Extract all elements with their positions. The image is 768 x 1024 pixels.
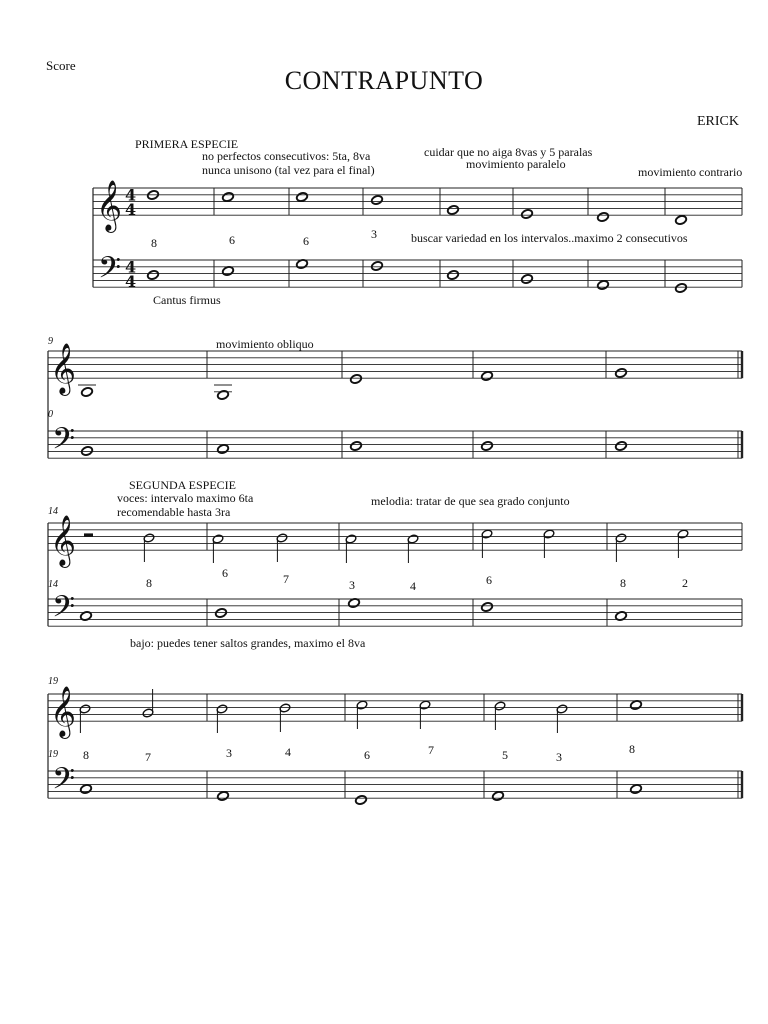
measure-number: 14 xyxy=(48,506,58,517)
whole-note xyxy=(481,441,494,452)
whole-note xyxy=(481,602,494,613)
whole-note xyxy=(615,441,628,452)
interval-number: 2 xyxy=(682,576,688,590)
measure-number: 14 xyxy=(48,579,58,590)
whole-note xyxy=(447,270,460,281)
interval-number: 8 xyxy=(620,576,626,590)
treble-clef-icon: 𝄞 xyxy=(50,515,77,567)
measure-number: 9 xyxy=(48,336,53,347)
note-no-perfectos: no perfectos consecutivos: 5ta, 8va xyxy=(202,149,371,163)
interval-number: 3 xyxy=(371,227,377,241)
note-melodia: melodia: tratar de que sea grado conjunto xyxy=(371,494,570,508)
interval-number: 7 xyxy=(283,572,289,586)
bass-clef-icon: 𝄢 xyxy=(52,762,76,804)
whole-note xyxy=(630,784,643,795)
interval-number: 3 xyxy=(226,746,232,760)
measure-number: 19 xyxy=(48,676,58,687)
interval-number: 6 xyxy=(364,748,370,762)
time-signature-denominator: 4 xyxy=(125,272,137,292)
interval-number: 8 xyxy=(151,236,157,250)
whole-note xyxy=(350,441,363,452)
whole-note xyxy=(675,283,688,294)
whole-note xyxy=(217,444,230,455)
note-recomendable: recomendable hasta 3ra xyxy=(117,505,231,519)
whole-note xyxy=(371,195,384,206)
whole-note xyxy=(481,371,494,382)
whole-note xyxy=(81,387,94,398)
interval-number: 4 xyxy=(285,745,291,759)
score-label: Score xyxy=(46,58,76,73)
treble-clef-icon: 𝄞 xyxy=(50,343,77,395)
whole-note xyxy=(217,791,230,802)
whole-note xyxy=(371,261,384,272)
interval-number: 6 xyxy=(222,566,228,580)
note-cuidar: cuidar que no aiga 8vas y 5 paralas xyxy=(424,145,593,159)
time-signature-denominator: 4 xyxy=(125,200,137,220)
cantus-firmus-label: Cantus firmus xyxy=(153,293,221,307)
interval-number: 8 xyxy=(83,748,89,762)
whole-note xyxy=(217,390,230,401)
interval-number: 4 xyxy=(410,579,416,593)
whole-note xyxy=(147,270,160,281)
half-rest-icon xyxy=(84,533,93,536)
interval-number: 5 xyxy=(502,748,508,762)
interval-number: 8 xyxy=(146,576,152,590)
interval-number: 6 xyxy=(486,573,492,587)
whole-note xyxy=(447,205,460,216)
note-voces: voces: intervalo maximo 6ta xyxy=(117,491,254,505)
time-signature-numerator: 4 xyxy=(125,185,137,205)
note-buscar-variedad: buscar variedad en los intervalos..maximo 2 consecutivos xyxy=(411,231,688,245)
note-bajo: bajo: puedes tener saltos grandes, maximo el 8va xyxy=(130,636,366,650)
whole-note xyxy=(80,784,93,795)
whole-note xyxy=(597,212,610,223)
measure-number: 19 xyxy=(48,749,58,760)
whole-note xyxy=(675,215,688,226)
note-nunca-unisono: nunca unisono (tal vez para el final) xyxy=(202,163,375,177)
measure-number: 0 xyxy=(48,409,53,420)
whole-note xyxy=(222,192,235,203)
whole-note xyxy=(492,791,505,802)
interval-number: 6 xyxy=(303,234,309,248)
interval-number: 3 xyxy=(349,578,355,592)
treble-clef-icon: 𝄞 xyxy=(50,686,77,738)
interval-number: 7 xyxy=(428,743,434,757)
segunda-especie-heading: SEGUNDA ESPECIE xyxy=(129,478,237,492)
whole-note xyxy=(296,192,309,203)
whole-note xyxy=(521,274,534,285)
whole-note xyxy=(597,280,610,291)
treble-clef-icon: 𝄞 xyxy=(96,180,123,232)
note-mov-paralelo: movimiento paralelo xyxy=(466,157,566,171)
interval-number: 6 xyxy=(229,233,235,247)
note-mov-oblicuo: movimiento obliquo xyxy=(216,337,314,351)
bass-clef-icon: 𝄢 xyxy=(98,251,122,293)
interval-number: 7 xyxy=(145,750,151,764)
bass-clef-icon: 𝄢 xyxy=(52,590,76,632)
page-title: CONTRAPUNTO xyxy=(284,66,484,95)
bass-clef-icon: 𝄢 xyxy=(52,422,76,464)
interval-number: 3 xyxy=(556,750,562,764)
note-mov-contrario: movimiento contrario xyxy=(638,165,743,179)
whole-note xyxy=(521,209,534,220)
whole-note xyxy=(355,795,368,806)
whole-note xyxy=(350,374,363,385)
time-signature-numerator: 4 xyxy=(125,257,137,277)
interval-number: 8 xyxy=(629,742,635,756)
whole-note xyxy=(615,368,628,379)
composer-name: ERICK xyxy=(697,114,739,129)
primera-especie-heading: PRIMERA ESPECIE xyxy=(135,137,239,151)
